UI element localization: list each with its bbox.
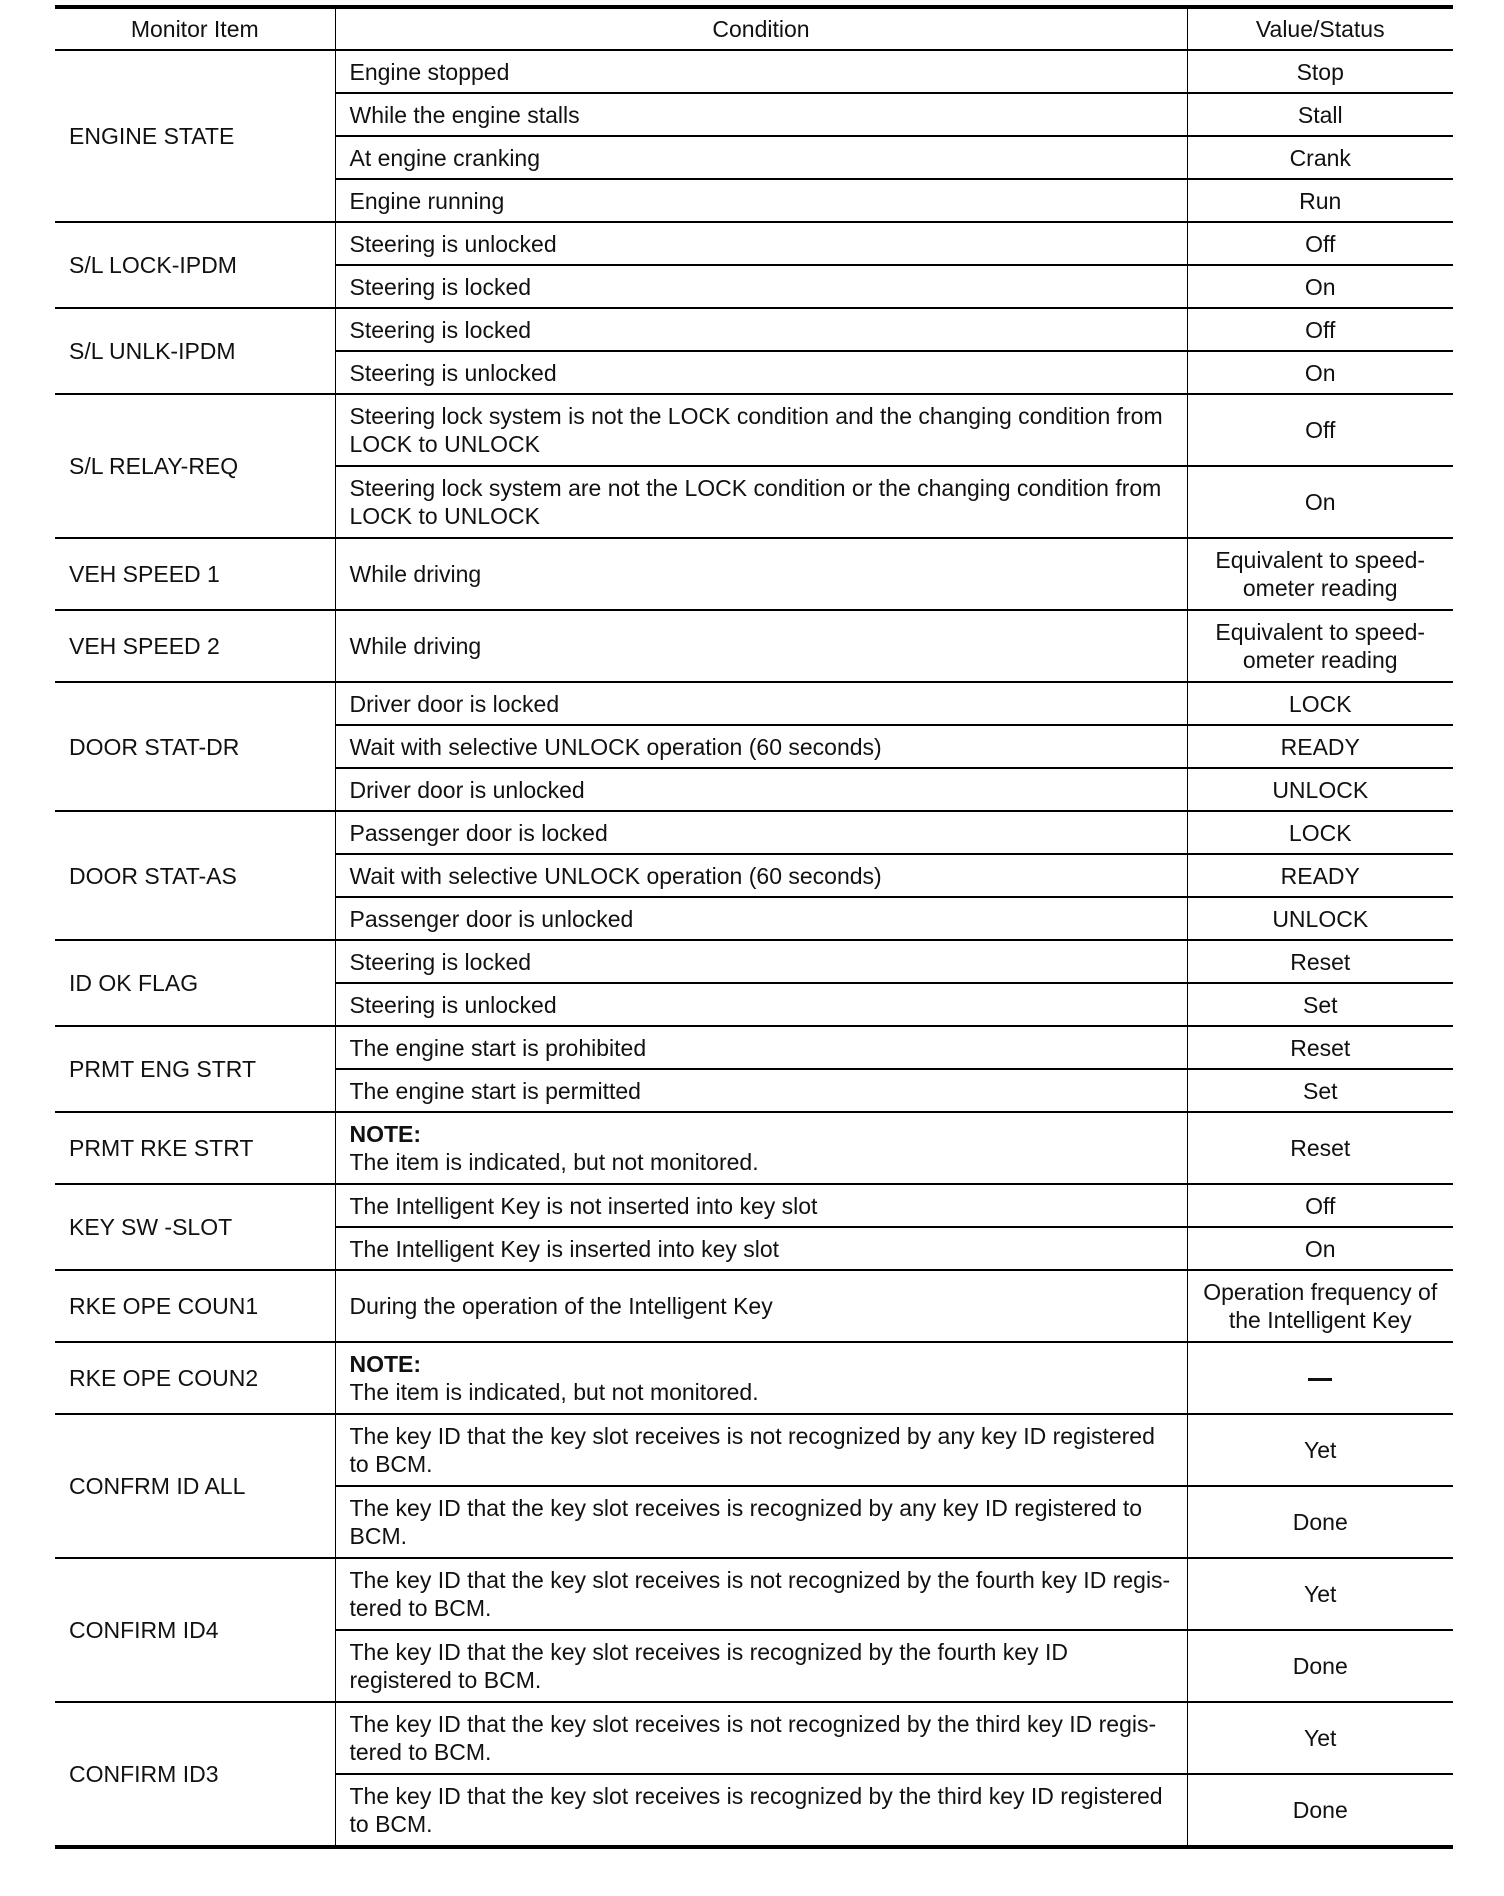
condition-cell: The Intelligent Key is inserted into key slot (335, 1227, 1187, 1270)
table-row (55, 1342, 1453, 1414)
condition-cell: Steering is unlocked (335, 222, 1187, 265)
condition-cell: Passenger door is unlocked (335, 897, 1187, 940)
condition-cell: Passenger door is locked (335, 811, 1187, 854)
table-row (55, 1026, 1453, 1069)
table-row (55, 1270, 1453, 1342)
value-cell: Stall (1187, 93, 1453, 136)
monitor-item-cell: VEH SPEED 1 (55, 538, 335, 610)
table-row (55, 50, 1453, 93)
monitor-item-cell: DOOR STAT-AS (55, 811, 335, 940)
value-cell: On (1187, 351, 1453, 394)
monitor-item-cell: VEH SPEED 2 (55, 610, 335, 682)
table-row (55, 1414, 1453, 1486)
value-cell: Equivalent to speed-ometer reading (1187, 610, 1453, 682)
dash-mark (1308, 1378, 1332, 1381)
condition-cell: The key ID that the key slot receives is not recognized by any key ID registered to BCM. (335, 1414, 1187, 1486)
table-row (55, 610, 1453, 682)
condition-cell: The key ID that the key slot receives is recognized by the third key ID registered to BCM. (335, 1774, 1187, 1847)
value-cell: Operation frequency of the Intelligent Key (1187, 1270, 1453, 1342)
table-row (55, 394, 1453, 466)
condition-cell: During the operation of the Intelligent Key (335, 1270, 1187, 1342)
header-condition: Condition (335, 7, 1187, 50)
condition-cell: Wait with selective UNLOCK operation (60 seconds) (335, 725, 1187, 768)
table-row (55, 308, 1453, 351)
condition-cell: While driving (335, 610, 1187, 682)
value-cell: Done (1187, 1774, 1453, 1847)
table-row (55, 1184, 1453, 1227)
condition-cell: Wait with selective UNLOCK operation (60 seconds) (335, 854, 1187, 897)
value-cell: Off (1187, 394, 1453, 466)
condition-cell (335, 1112, 1187, 1184)
condition-cell: While driving (335, 538, 1187, 610)
value-cell: Reset (1187, 1026, 1453, 1069)
table-row (55, 682, 1453, 725)
value-cell: Crank (1187, 136, 1453, 179)
header-monitor-item: Monitor Item (55, 7, 335, 50)
monitor-item-cell: ID OK FLAG (55, 940, 335, 1026)
value-cell: Done (1187, 1486, 1453, 1558)
value-cell: Off (1187, 222, 1453, 265)
condition-cell: Engine running (335, 179, 1187, 222)
monitor-item-cell: S/L UNLK-IPDM (55, 308, 335, 394)
condition-cell: Steering lock system is not the LOCK condition and the changing condition from LOCK to UNLOCK (335, 394, 1187, 466)
value-cell: Yet (1187, 1702, 1453, 1774)
value-cell: Off (1187, 1184, 1453, 1227)
monitor-item-cell: CONFIRM ID4 (55, 1558, 335, 1702)
monitor-item-cell: DOOR STAT-DR (55, 682, 335, 811)
table-header-row (55, 7, 1453, 50)
value-cell: On (1187, 1227, 1453, 1270)
value-cell: UNLOCK (1187, 768, 1453, 811)
note-label: NOTE: (349, 1351, 422, 1377)
condition-cell: The engine start is permitted (335, 1069, 1187, 1112)
monitor-item-cell: PRMT RKE STRT (55, 1112, 335, 1184)
note-label: NOTE: (349, 1121, 422, 1147)
condition-cell (335, 1342, 1187, 1414)
condition-cell: Steering is locked (335, 265, 1187, 308)
value-cell: UNLOCK (1187, 897, 1453, 940)
monitor-item-cell: RKE OPE COUN1 (55, 1270, 335, 1342)
value-cell: LOCK (1187, 811, 1453, 854)
condition-cell: Driver door is unlocked (335, 768, 1187, 811)
value-cell: Stop (1187, 50, 1453, 93)
value-cell: Yet (1187, 1558, 1453, 1630)
condition-cell: Steering lock system are not the LOCK condition or the changing condition from LOCK to UNLOCK (335, 466, 1187, 538)
value-cell: Done (1187, 1630, 1453, 1702)
condition-cell: Steering is unlocked (335, 983, 1187, 1026)
condition-cell: Driver door is locked (335, 682, 1187, 725)
condition-cell: Steering is locked (335, 940, 1187, 983)
monitor-item-cell: S/L RELAY-REQ (55, 394, 335, 538)
table-row (55, 1702, 1453, 1774)
monitor-item-cell: KEY SW -SLOT (55, 1184, 335, 1270)
condition-cell: While the engine stalls (335, 93, 1187, 136)
monitor-item-cell: ENGINE STATE (55, 50, 335, 222)
header-value-status: Value/Status (1187, 7, 1453, 50)
condition-cell: Steering is unlocked (335, 351, 1187, 394)
value-cell: Run (1187, 179, 1453, 222)
value-cell: On (1187, 466, 1453, 538)
value-cell: READY (1187, 854, 1453, 897)
note-text: The item is indicated, but not monitored. (349, 1149, 759, 1175)
note-text: The item is indicated, but not monitored. (349, 1379, 759, 1405)
condition-cell: The key ID that the key slot receives is not recognized by the third key ID regis-tered to BCM. (335, 1702, 1187, 1774)
value-cell: Equivalent to speed-ometer reading (1187, 538, 1453, 610)
monitor-item-cell: PRMT ENG STRT (55, 1026, 335, 1112)
monitor-item-table (55, 5, 1453, 1849)
monitor-item-cell: CONFIRM ID3 (55, 1702, 335, 1847)
condition-cell: Steering is locked (335, 308, 1187, 351)
value-cell: Off (1187, 308, 1453, 351)
condition-cell: The key ID that the key slot receives is recognized by any key ID registered to BCM. (335, 1486, 1187, 1558)
table-row (55, 940, 1453, 983)
table-row (55, 222, 1453, 265)
value-cell: LOCK (1187, 682, 1453, 725)
value-cell: Yet (1187, 1414, 1453, 1486)
condition-cell: The engine start is prohibited (335, 1026, 1187, 1069)
monitor-item-cell: RKE OPE COUN2 (55, 1342, 335, 1414)
table-row (55, 538, 1453, 610)
condition-cell: Engine stopped (335, 50, 1187, 93)
value-cell: READY (1187, 725, 1453, 768)
monitor-item-cell: S/L LOCK-IPDM (55, 222, 335, 308)
condition-cell: The key ID that the key slot receives is recognized by the fourth key ID registered to BCM. (335, 1630, 1187, 1702)
value-cell: On (1187, 265, 1453, 308)
value-cell: Reset (1187, 940, 1453, 983)
value-cell: Set (1187, 1069, 1453, 1112)
value-cell (1187, 1342, 1453, 1414)
condition-cell: The key ID that the key slot receives is not recognized by the fourth key ID regis-tered to BCM. (335, 1558, 1187, 1630)
value-cell: Set (1187, 983, 1453, 1026)
condition-cell: The Intelligent Key is not inserted into key slot (335, 1184, 1187, 1227)
table-row (55, 1558, 1453, 1630)
table-row (55, 811, 1453, 854)
monitor-item-cell: CONFRM ID ALL (55, 1414, 335, 1558)
value-cell: Reset (1187, 1112, 1453, 1184)
table-row (55, 1112, 1453, 1184)
condition-cell: At engine cranking (335, 136, 1187, 179)
